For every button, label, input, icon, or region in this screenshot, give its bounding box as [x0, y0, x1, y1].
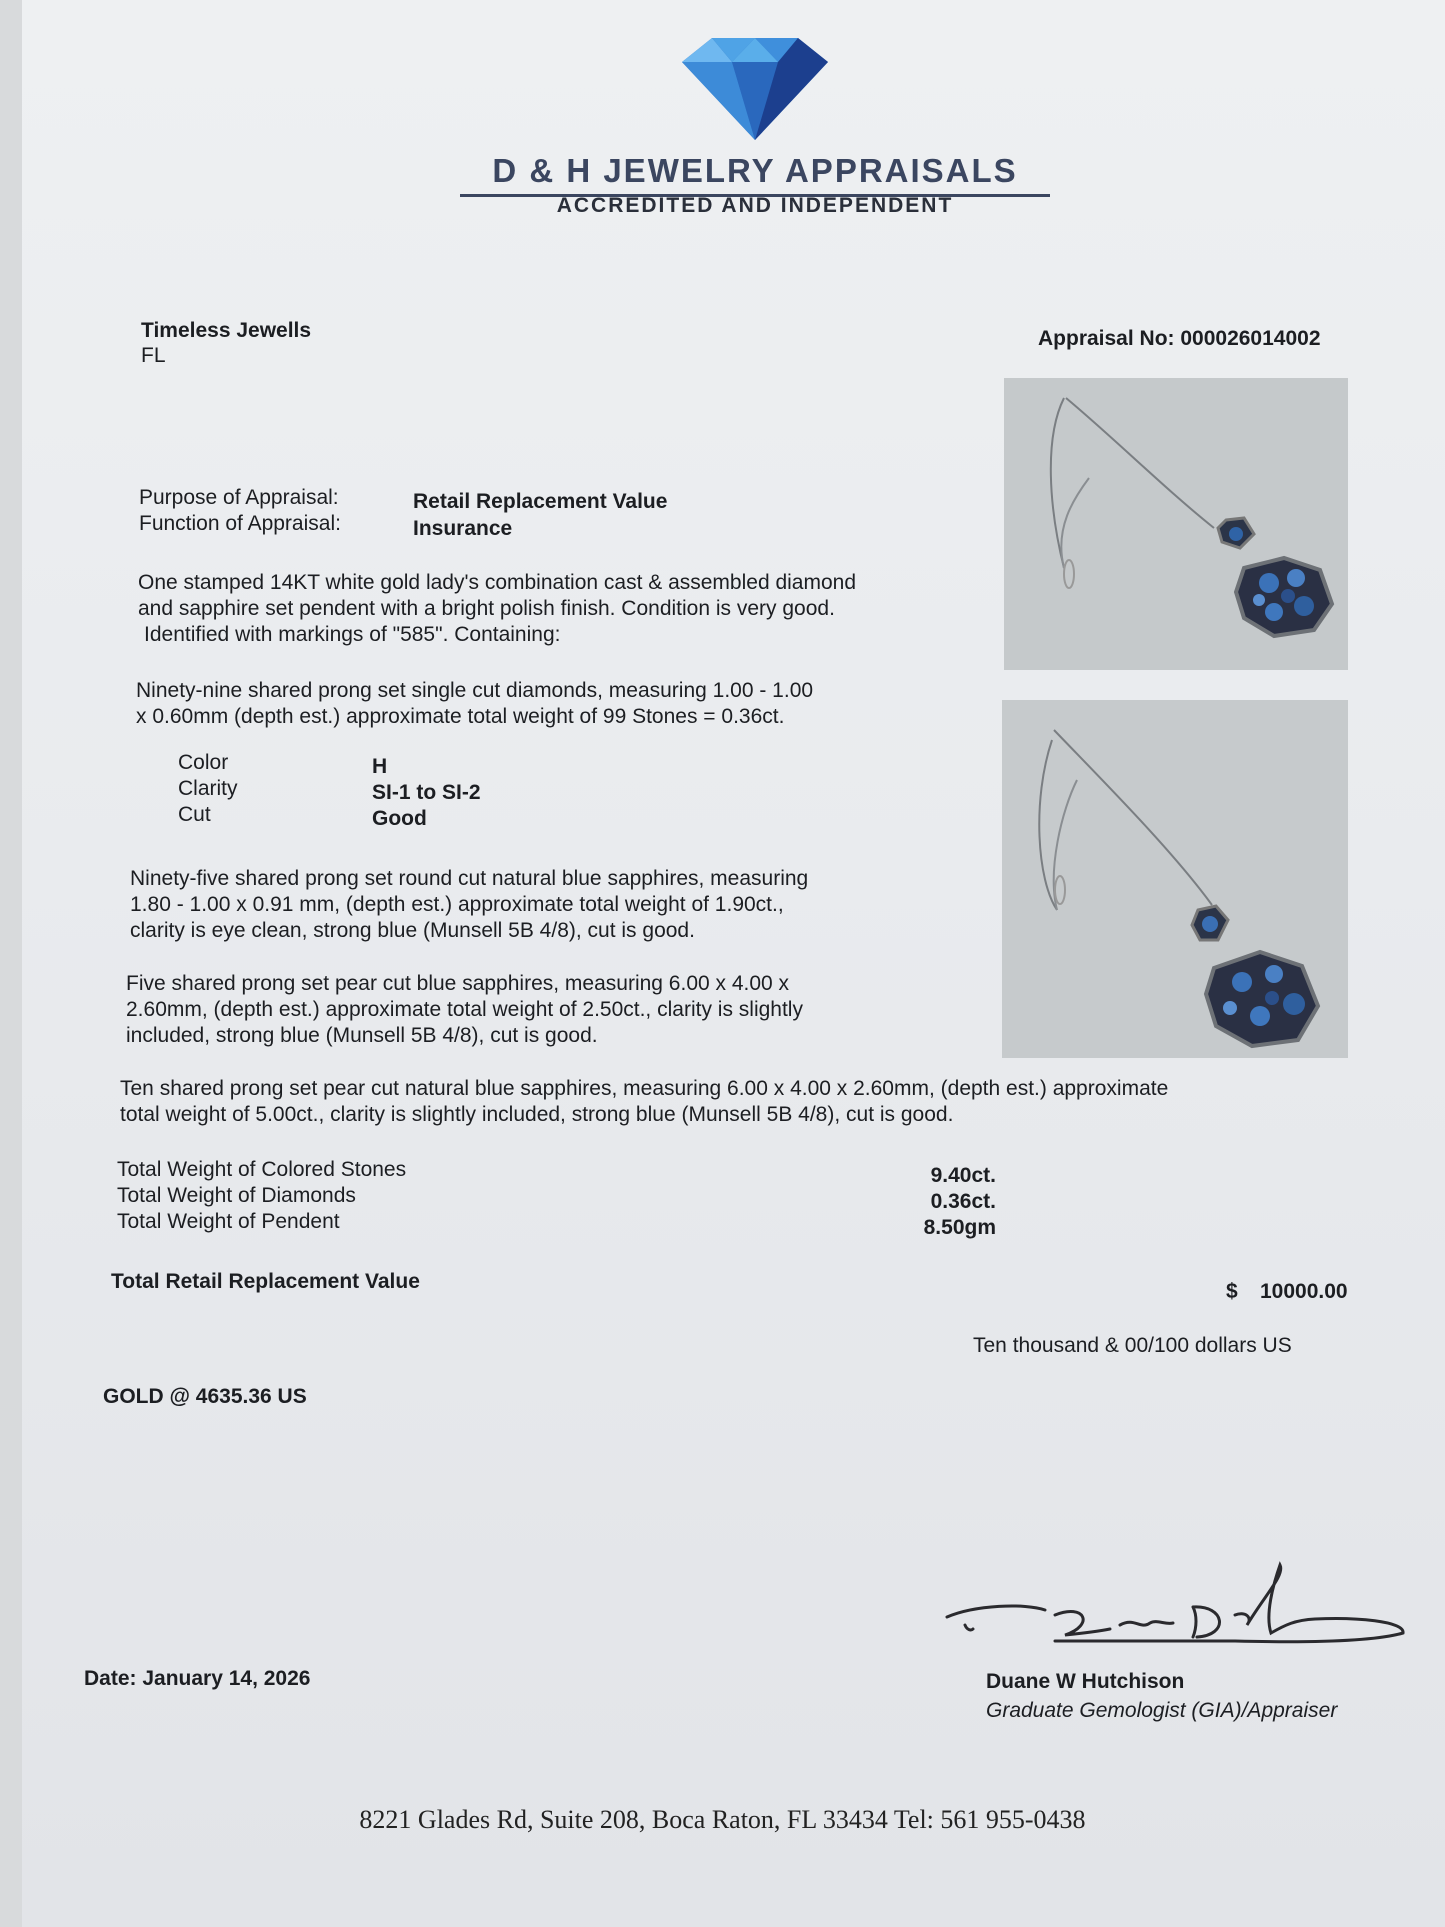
grade-label: Cut	[178, 803, 211, 826]
description-paragraph	[138, 570, 968, 648]
round-sapphires-line: clarity is eye clean, strong blue (Munsell 5B 4/8), cut is good.	[130, 919, 695, 942]
pear-ten-line: total weight of 5.00ct., clarity is slightly included, strong blue (Munsell 5B 4/8), cut is good.	[120, 1103, 954, 1126]
pear-five-line: included, strong blue (Munsell 5B 4/8), cut is good.	[126, 1024, 598, 1047]
total-label: Total Weight of Colored Stones	[117, 1158, 407, 1181]
round-sapphires-paragraph	[130, 866, 960, 944]
description-line: and sapphire set pendent with a bright polish finish. Condition is very good.	[138, 597, 835, 620]
company-tagline: ACCREDITED AND INDEPENDENT	[556, 194, 954, 217]
grade-value: H	[372, 755, 388, 778]
total-value: 9.40ct.	[930, 1164, 996, 1187]
client-name: Timeless Jewells	[141, 319, 312, 342]
diamonds-paragraph	[136, 678, 966, 730]
pear-ten-line: Ten shared prong set pear cut natural blue sapphires, measuring 6.00 x 4.00 x 2.60mm, (depth est.) approximate	[120, 1077, 1169, 1100]
retail-currency: $	[1226, 1280, 1238, 1303]
diamonds-line: x 0.60mm (depth est.) approximate total weight of 99 Stones = 0.36ct.	[136, 705, 785, 728]
total-value: 0.36ct.	[930, 1190, 996, 1213]
retail-amount: 10000.00	[1260, 1280, 1348, 1303]
pendant-photo-top	[1004, 378, 1348, 670]
total-label: Total Weight of Diamonds	[117, 1184, 356, 1207]
appraisal-date: Date: January 14, 2026	[84, 1667, 311, 1690]
purpose-label: Purpose of Appraisal:	[139, 486, 339, 509]
grades-table	[178, 750, 481, 832]
grade-label: Clarity	[178, 777, 238, 800]
diamonds-line: Ninety-nine shared prong set single cut diamonds, measuring 1.00 - 1.00	[136, 679, 814, 702]
purpose-value: Retail Replacement Value	[413, 490, 668, 513]
description-line: Identified with markings of "585". Containing:	[144, 623, 561, 646]
appraiser-title: Graduate Gemologist (GIA)/Appraiser	[986, 1699, 1338, 1722]
diamond-logo-icon	[672, 34, 838, 144]
total-value: 8.50gm	[923, 1216, 996, 1239]
pendant-photo-bottom	[1002, 700, 1348, 1058]
pear-ten-paragraph	[120, 1076, 1370, 1128]
function-label: Function of Appraisal:	[139, 512, 341, 535]
retail-value-label: Total Retail Replacement Value	[111, 1270, 420, 1293]
grade-label: Color	[178, 751, 229, 774]
pear-five-line: Five shared prong set pear cut blue sapphires, measuring 6.00 x 4.00 x	[126, 972, 790, 995]
company-name: D & H JEWELRY APPRAISALS	[460, 152, 1050, 197]
total-label: Total Weight of Pendent	[117, 1210, 340, 1233]
function-value: Insurance	[413, 517, 513, 540]
gold-price: GOLD @ 4635.36 US	[103, 1385, 307, 1408]
grade-value: SI-1 to SI-2	[372, 781, 481, 804]
round-sapphires-line: 1.80 - 1.00 x 0.91 mm, (depth est.) approximate total weight of 1.90ct.,	[130, 893, 784, 916]
company-address: 8221 Glades Rd, Suite 208, Boca Raton, FL 33434 Tel: 561 955-0438	[359, 1805, 1086, 1834]
totals-labels	[117, 1157, 406, 1235]
totals-values	[916, 1163, 996, 1241]
signature-icon	[935, 1555, 1415, 1655]
pear-five-line: 2.60mm, (depth est.) approximate total weight of 2.50ct., clarity is slightly	[126, 998, 803, 1021]
appraiser-name: Duane W Hutchison	[986, 1670, 1185, 1693]
appraisal-number: Appraisal No: 000026014002	[1038, 327, 1321, 350]
client-state: FL	[141, 344, 166, 367]
grade-row	[178, 802, 481, 832]
description-line: One stamped 14KT white gold lady's combination cast & assembled diamond	[138, 571, 857, 594]
retail-amount-words: Ten thousand & 00/100 dollars US	[973, 1334, 1292, 1357]
grade-value: Good	[372, 807, 427, 830]
pear-five-paragraph	[126, 971, 956, 1049]
round-sapphires-line: Ninety-five shared prong set round cut natural blue sapphires, measuring	[130, 867, 809, 890]
